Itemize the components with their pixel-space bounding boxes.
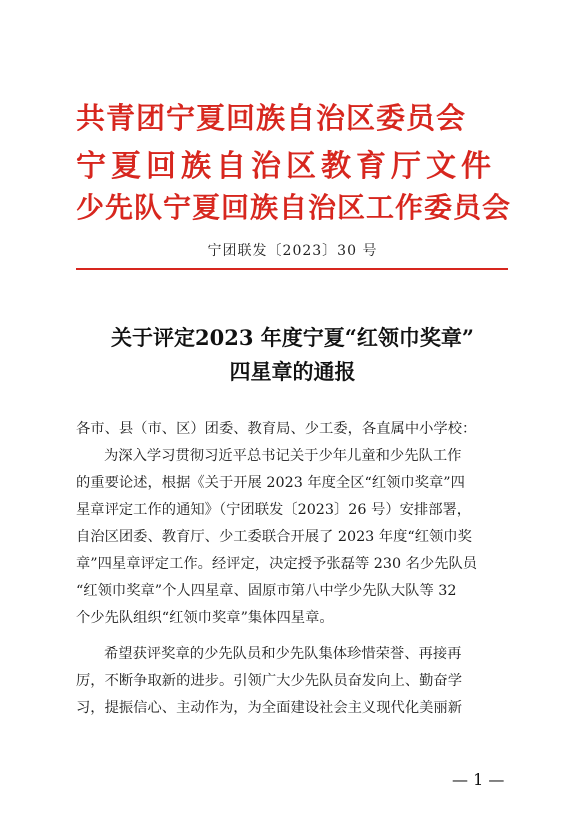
paragraph-2: [76, 641, 516, 722]
document-title-line-1: 关于评定2023 年度宁夏“红领巾奖章”: [111, 325, 474, 350]
paragraph-line: 希望获评奖章的少先队员和少先队集体珍惜荣誉、再接再: [104, 646, 462, 662]
paragraph-1: [76, 443, 516, 632]
page-number: — 1 —: [452, 770, 505, 789]
issuer-line-youth-league: 共青团宁夏回族自治区委员会: [76, 101, 467, 135]
document-title-line-2: 四星章的通报: [229, 359, 356, 384]
document-number: 宁团联发〔2023〕30 号: [207, 243, 378, 259]
paragraph-line: 厉，不断争取新的进步。引领广大少先队员奋发向上、勤奋学: [76, 673, 463, 689]
paragraph-line: 章”四星章评定工作。经评定，决定授予张磊等 230 名少先队员: [76, 556, 478, 572]
salutation-text: 各市、县（市、区）团委、教育局、少工委，各直属中小学校：: [76, 421, 477, 437]
paragraph-line: 习，提振信心、主动作为，为全面建设社会主义现代化美丽新: [76, 700, 463, 716]
paragraph-line: 的重要论述，根据《关于开展 2023 年度全区“红领巾奖章”四: [76, 475, 465, 491]
paragraph-line: 为深入学习贯彻习近平总书记关于少年儿童和少先队工作: [104, 448, 462, 464]
red-separator-line: [76, 268, 508, 270]
paragraph-line: 星章评定工作的通知》（宁团联发〔2023〕26 号）安排部署，: [76, 502, 472, 518]
salutation: [76, 416, 516, 443]
issuer-line-young-pioneers: 少先队宁夏回族自治区工作委员会: [76, 191, 512, 224]
paragraph-line: 自治区团委、教育厅、少工委联合开展了 2023 年度“红领巾奖: [76, 529, 472, 545]
issuer-line-education-dept: 宁夏回族自治区教育厅文件: [76, 149, 496, 184]
paragraph-line: 个少先队组织“红领巾奖章”集体四星章。: [76, 610, 334, 626]
paragraph-line: “红领巾奖章”个人四星章、固原市第八中学少先队大队等 32: [76, 583, 457, 599]
